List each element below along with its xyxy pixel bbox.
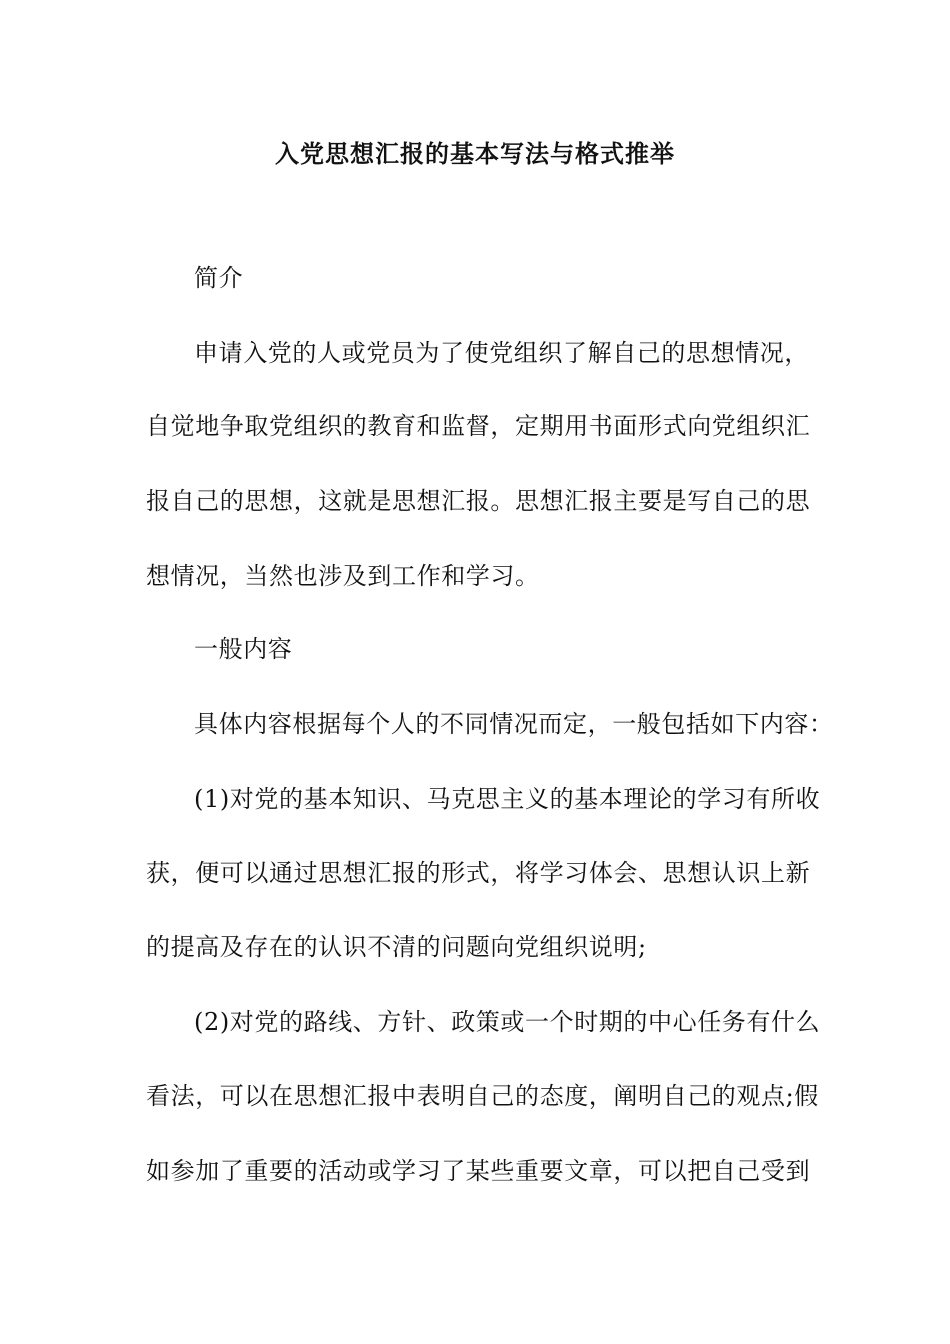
paragraph-line: 想情况，当然也涉及到工作和学习。	[146, 562, 540, 590]
list-item-line: (2)对党的路线、方针、政策或一个时期的中心任务有什么	[194, 1008, 821, 1036]
paragraph-line: 申请入党的人或党员为了使党组织了解自己的思想情况，	[194, 339, 809, 367]
document-title: 入党思想汇报的基本写法与格式推举	[275, 139, 675, 168]
paragraph-line: 自觉地争取党组织的教育和监督，定期用书面形式向党组织汇	[146, 412, 811, 440]
section-heading-intro: 简介	[194, 264, 244, 292]
list-item-line: 获，便可以通过思想汇报的形式，将学习体会、思想认识上新	[146, 859, 811, 887]
list-item-line: (1)对党的基本知识、马克思主义的基本理论的学习有所收	[194, 785, 821, 813]
section-heading-general-content: 一般内容	[194, 635, 293, 663]
list-item-line: 如参加了重要的活动或学习了某些重要文章，可以把自己受到	[146, 1157, 811, 1185]
paragraph-line: 具体内容根据每个人的不同情况而定，一般包括如下内容：	[194, 710, 834, 738]
paragraph-line: 报自己的思想，这就是思想汇报。思想汇报主要是写自己的思	[146, 487, 811, 515]
list-item-line: 的提高及存在的认识不清的问题向党组织说明;	[146, 933, 647, 961]
list-item-line: 看法，可以在思想汇报中表明自己的态度，阐明自己的观点;假	[146, 1082, 819, 1110]
